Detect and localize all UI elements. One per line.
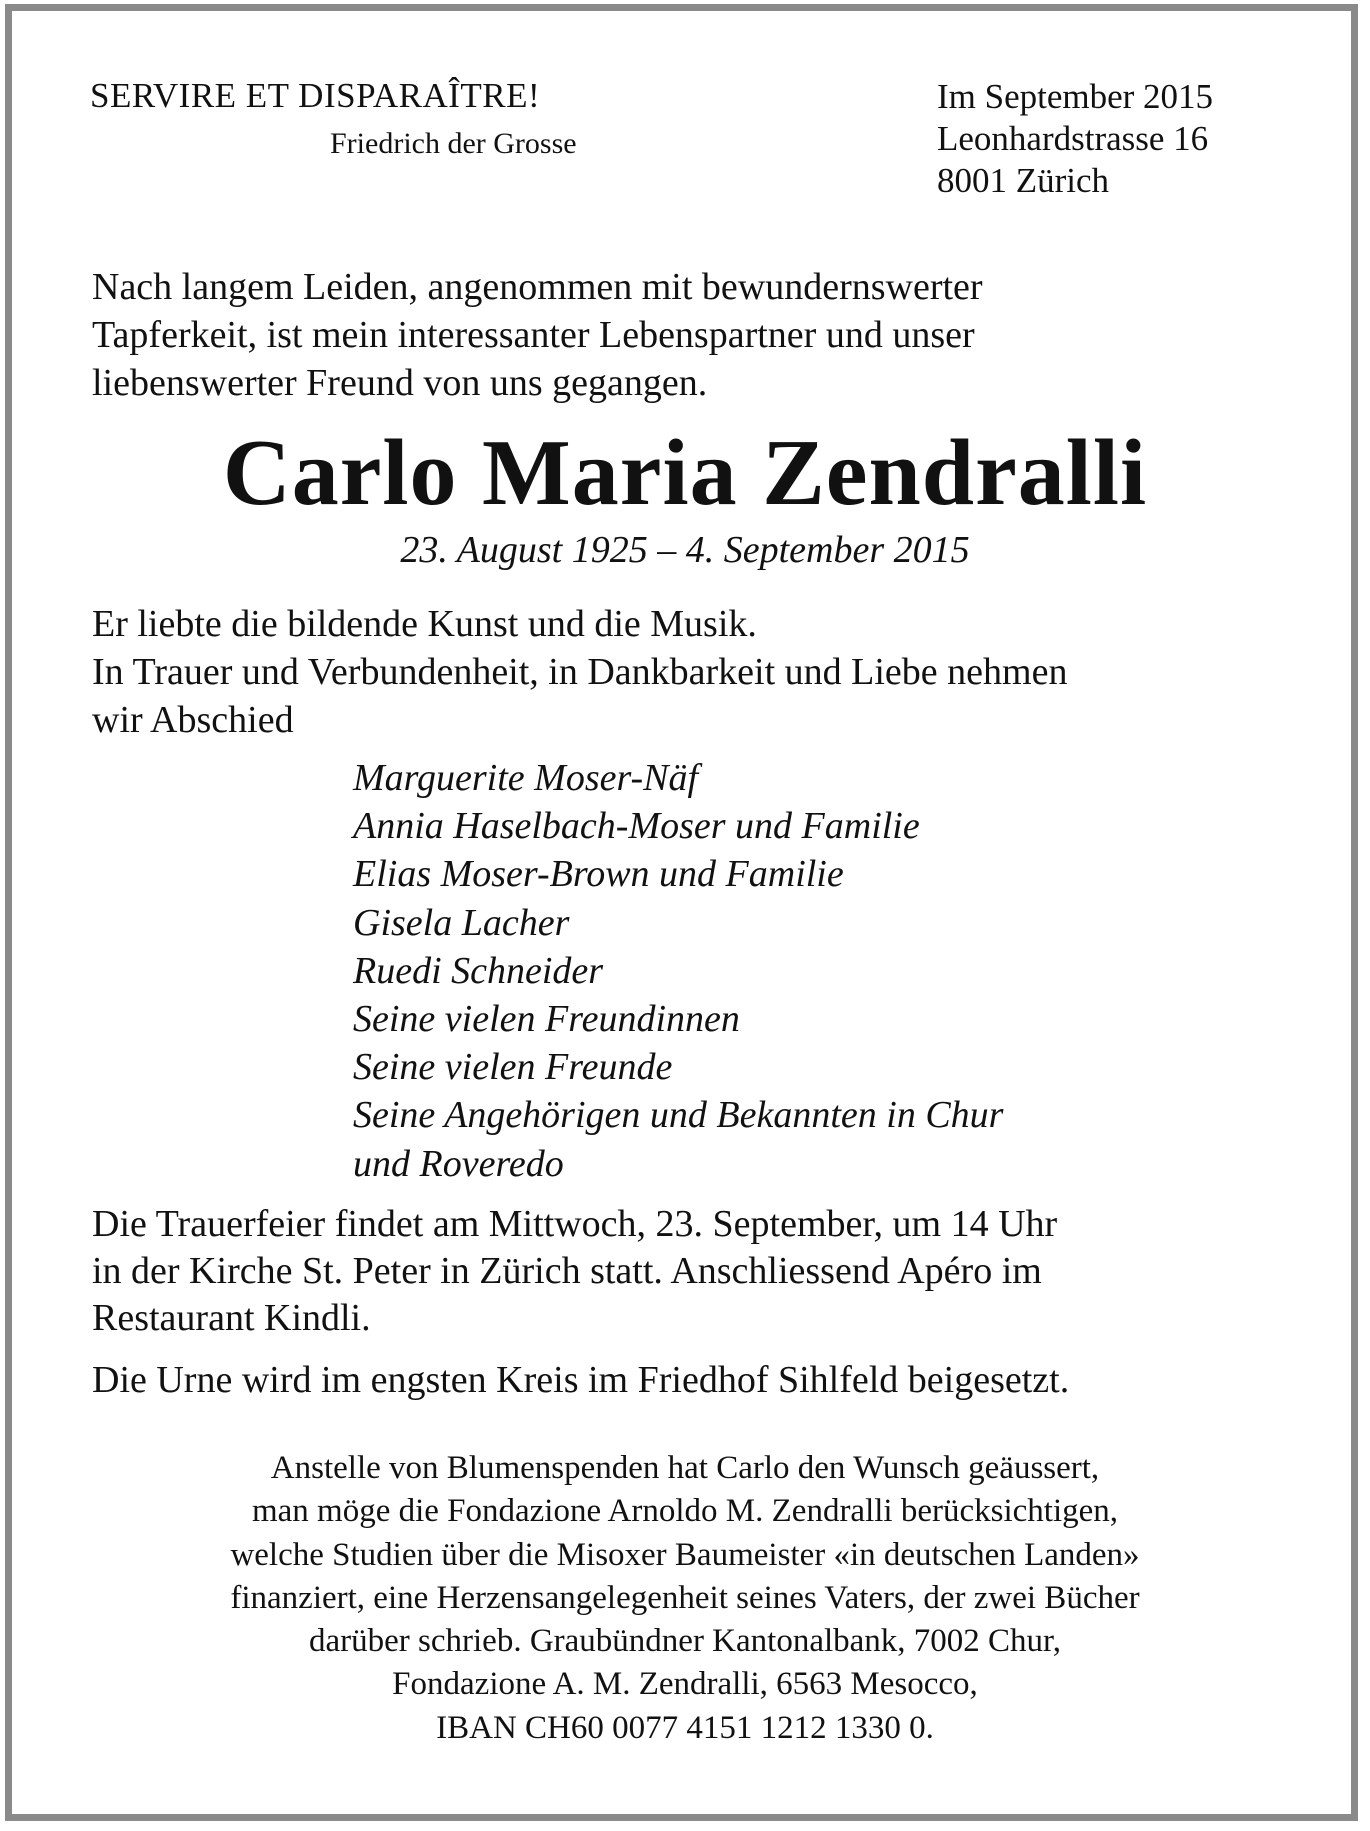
donation-paragraph (0, 1447, 1370, 1750)
farewell-line: wir Abschied (92, 699, 294, 741)
motto: SERVIRE ET DISPARAÎTRE! (90, 76, 541, 115)
donation-line: darüber schrieb. Graubündner Kantonalbank, 7002 Chur, (309, 1623, 1061, 1660)
ceremony-paragraph (92, 1201, 1312, 1342)
farewell-line: In Trauer und Verbundenheit, in Dankbarkeit und Liebe nehmen (92, 651, 1068, 693)
place-line: Im September 2015 (937, 77, 1214, 116)
mourners-list (353, 754, 1003, 1188)
ceremony-line: in der Kirche St. Peter in Zürich statt. Anschliessend Apéro im (92, 1250, 1042, 1292)
donation-line: welche Studien über die Misoxer Baumeister «in deutschen Landen» (230, 1536, 1140, 1573)
intro-paragraph (92, 263, 1292, 407)
mourner-entry: und Roveredo (353, 1142, 564, 1185)
intro-line: Tapferkeit, ist mein interessanter Lebenspartner und unser (92, 314, 975, 356)
mourner-entry: Seine vielen Freundinnen (353, 998, 740, 1041)
farewell-line: Er liebte die bildende Kunst und die Musik. (92, 603, 757, 645)
urn-notice: Die Urne wird im engsten Kreis im Friedhof Sihlfeld beigesetzt. (92, 1359, 1070, 1401)
mourner-entry: Gisela Lacher (353, 901, 570, 944)
ceremony-line: Restaurant Kindli. (92, 1297, 371, 1339)
mourner-entry: Marguerite Moser-Näf (353, 757, 699, 799)
place-date-block (937, 76, 1213, 202)
intro-line: liebenswerter Freund von uns gegangen. (92, 362, 708, 404)
intro-line: Nach langem Leiden, angenommen mit bewundernswerter (92, 266, 983, 308)
donation-line: Fondazione A. M. Zendralli, 6563 Mesocco, (392, 1666, 978, 1703)
donation-line: man möge die Fondazione Arnoldo M. Zendralli berücksichtigen, (251, 1493, 1119, 1530)
life-dates: 23. August 1925 – 4. September 2015 (400, 529, 970, 571)
farewell-paragraph (92, 600, 1312, 744)
place-line: Leonhardstrasse 16 (937, 119, 1209, 158)
ceremony-line: Die Trauerfeier findet am Mittwoch, 23. September, um 14 Uhr (92, 1203, 1058, 1245)
deceased-name: Carlo Maria Zendralli (222, 421, 1148, 525)
mourner-entry: Ruedi Schneider (353, 949, 604, 992)
mourner-entry: Elias Moser-Brown und Familie (353, 853, 844, 896)
donation-line: Anstelle von Blumenspenden hat Carlo den Wunsch geäussert, (270, 1450, 1100, 1486)
donation-line: finanziert, eine Herzensangelegenheit seines Vaters, der zwei Bücher (230, 1579, 1140, 1616)
donation-line: IBAN CH60 0077 4151 1212 1330 0. (436, 1709, 934, 1746)
motto-attribution: Friedrich der Grosse (330, 127, 577, 160)
place-line: 8001 Zürich (937, 161, 1110, 200)
mourner-entry: Annia Haselbach-Moser und Familie (353, 805, 920, 848)
mourner-entry: Seine Angehörigen und Bekannten in Chur (353, 1094, 1004, 1137)
mourner-entry: Seine vielen Freunde (353, 1046, 673, 1089)
